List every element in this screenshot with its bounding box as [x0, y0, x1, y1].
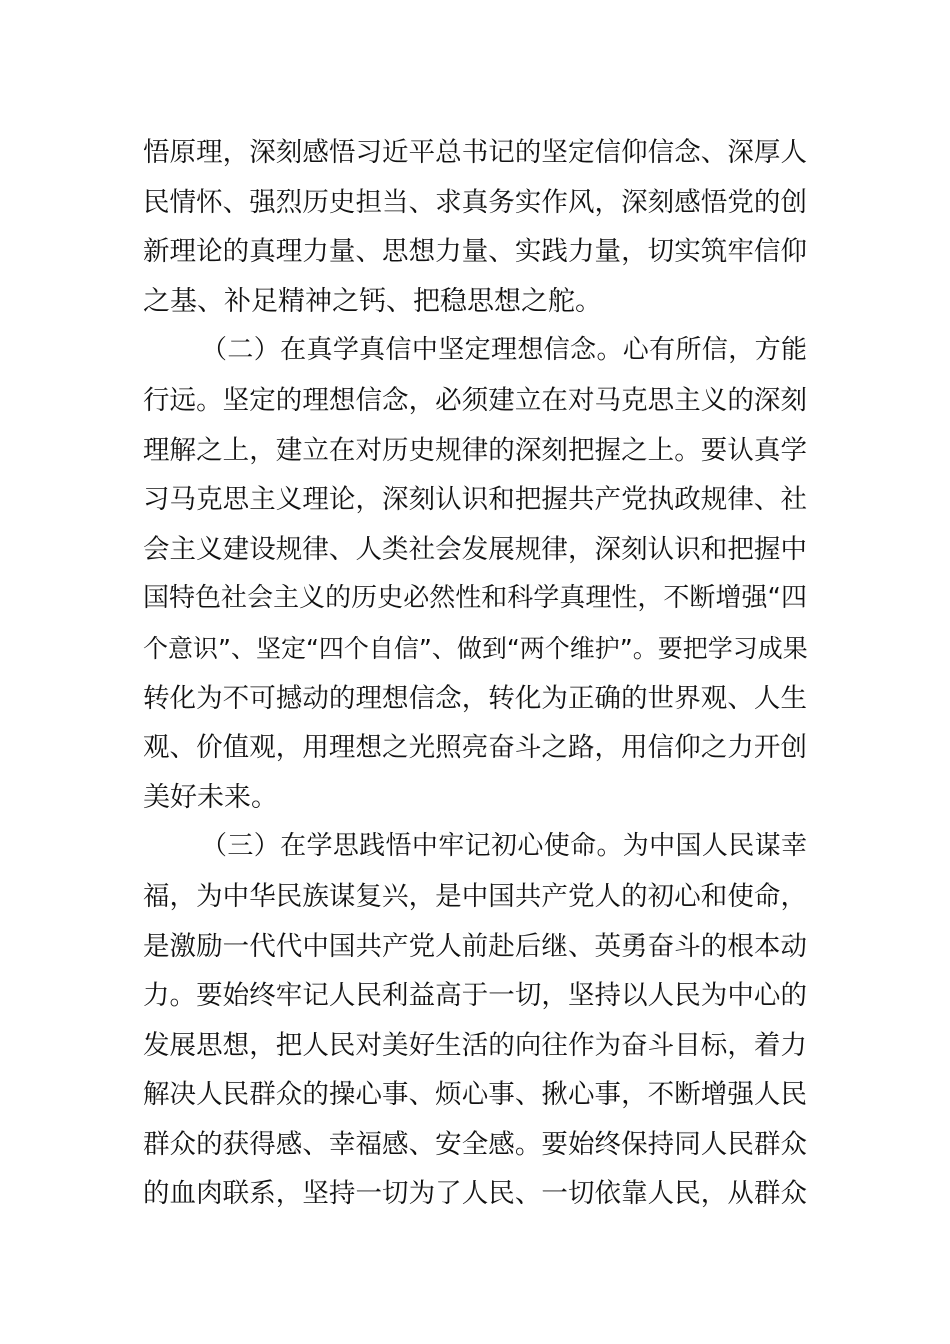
- p3-line-2: 福，为中华民族谋复兴，是中国共产党人的初心和使命，: [143, 880, 807, 912]
- p2-line-10: 美好未来。: [143, 781, 278, 813]
- p2-line-4: 习马克思主义理论，深刻认识和把握共产党执政规律、社: [143, 484, 807, 516]
- p2-line-1: （二）在真学真信中坚定理想信念。心有所信，方能: [201, 335, 807, 366]
- body-text: [143, 128, 807, 1219]
- p1-line-2: 民情怀、强烈历史担当、求真务实作风，深刻感悟党的创: [143, 186, 807, 218]
- p2-line-7: 个意识”、坚定“四个自信”、做到“两个维护”。要把学习成果: [143, 633, 808, 663]
- p2-line-9: 观、价值观，用理想之光照亮奋斗之路，用信仰之力开创: [143, 732, 807, 764]
- p2-line-5: 会主义建设规律、人类社会发展规律，深刻认识和把握中: [143, 533, 807, 565]
- p2-line-8: 转化为不可撼动的理想信念，转化为正确的世界观、人生: [143, 682, 807, 714]
- p3-line-5: 发展思想，把人民对美好生活的向往作为奋斗目标，着力: [143, 1029, 807, 1061]
- p3-line-7: 群众的获得感、幸福感、安全感。要始终保持同人民群众: [143, 1128, 807, 1160]
- p3-line-4: 力。要始终牢记人民利益高于一切，坚持以人民为中心的: [143, 980, 807, 1012]
- p3-line-1: （三）在学思践悟中牢记初心使命。为中国人民谋幸: [201, 831, 807, 862]
- p3-line-8: 的血肉联系，坚持一切为了人民、一切依靠人民，从群众: [143, 1178, 807, 1210]
- p3-line-6: 解决人民群众的操心事、烦心事、揪心事，不断增强人民: [143, 1079, 807, 1111]
- p1-line-4: 之基、补足精神之钙、把稳思想之舵。: [143, 285, 602, 317]
- p2-line-6: 国特色社会主义的历史必然性和科学真理性，不断增强“四: [143, 583, 807, 614]
- p3-line-3: 是激励一代代中国共产党人前赴后继、英勇奋斗的根本动: [143, 930, 807, 962]
- p2-line-2: 行远。坚定的理想信念，必须建立在对马克思主义的深刻: [143, 384, 807, 416]
- p1-line-3: 新理论的真理力量、思想力量、实践力量，切实筑牢信仰: [143, 236, 807, 268]
- p1-line-1: 悟原理，深刻感悟习近平总书记的坚定信仰信念、深厚人: [143, 137, 807, 168]
- p2-line-3: 理解之上，建立在对历史规律的深刻把握之上。要认真学: [143, 434, 807, 466]
